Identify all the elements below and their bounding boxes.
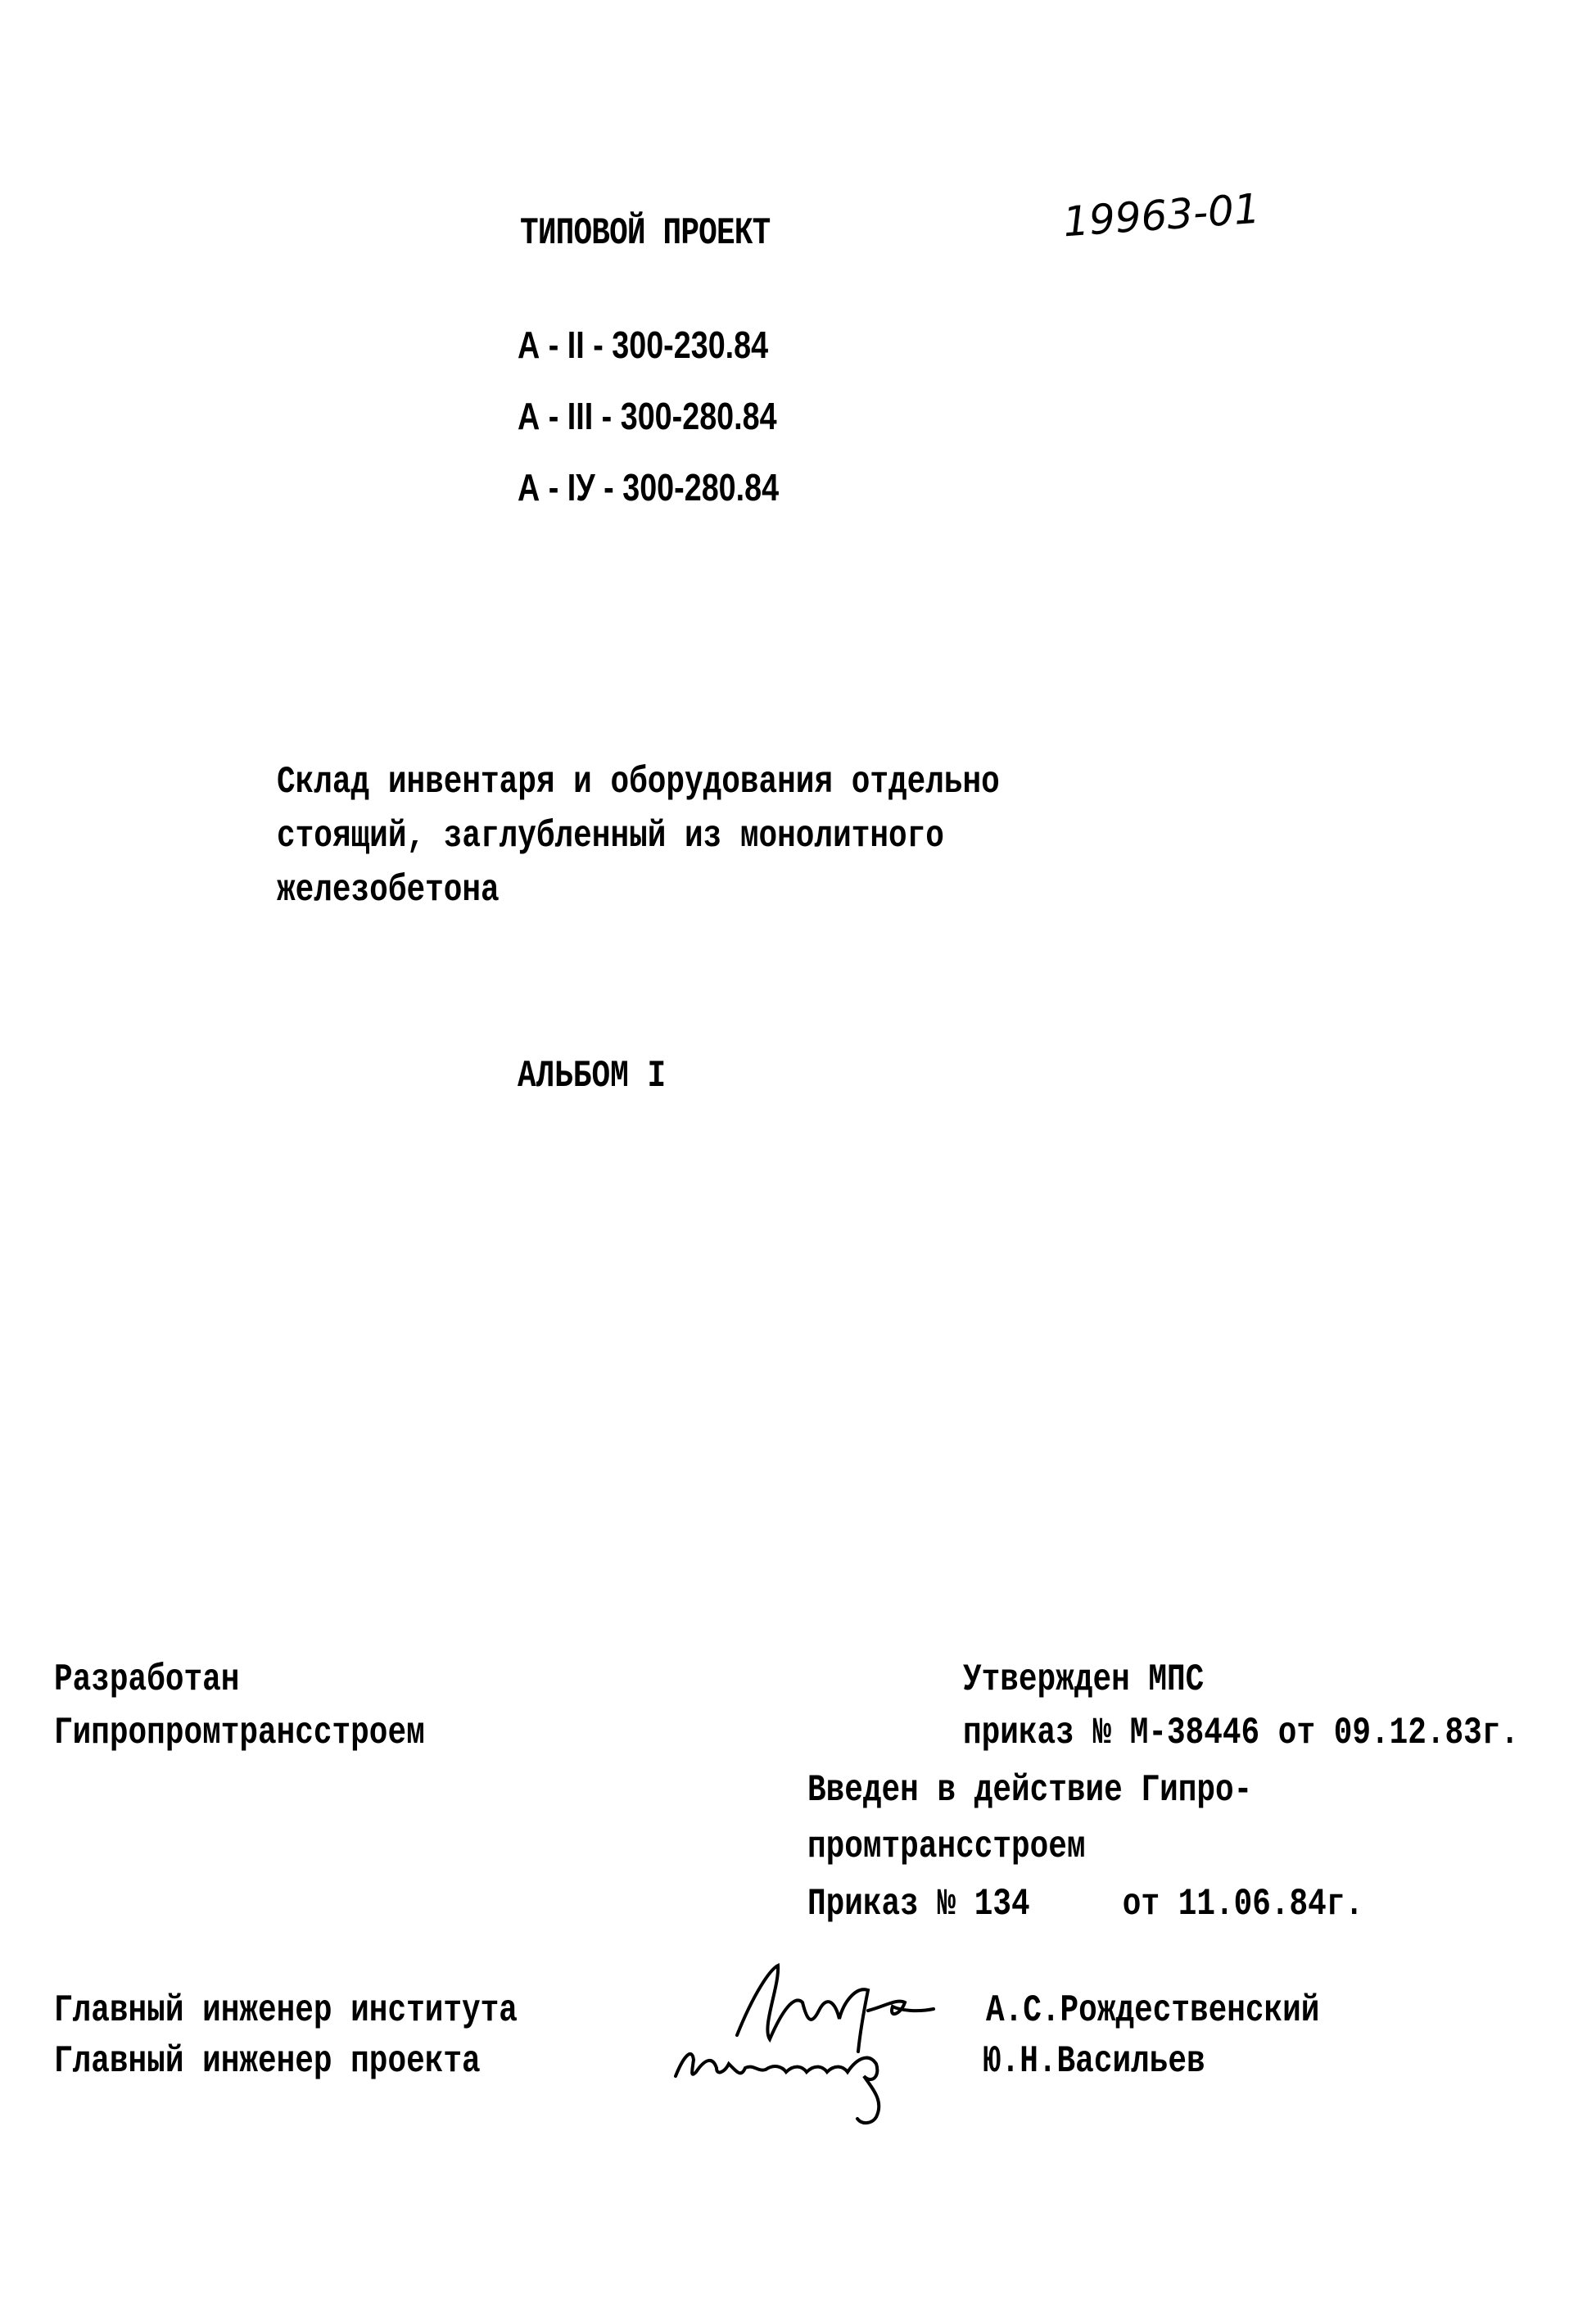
approval-line-5: Приказ № 134 от 11.06.84г.: [807, 1883, 1364, 1925]
developed-organization: Гипропромтрансстроем: [54, 1712, 425, 1754]
description-line-2: стоящий, заглубленный из монолитного: [277, 815, 944, 857]
approval-line-1: Утвержден МПС: [963, 1658, 1205, 1701]
approval-line-4: промтрансстроем: [807, 1826, 1086, 1868]
handwritten-signature-2: [667, 2027, 995, 2133]
signature-position-2: Главный инженер проекта: [54, 2040, 481, 2083]
signature-name-1: А.С.Рождественский: [986, 1989, 1320, 2032]
project-code-2: А - III - 300-280.84: [518, 395, 777, 437]
project-code-3: А - IУ - 300-280.84: [518, 466, 780, 509]
developed-label: Разработан: [54, 1658, 240, 1701]
inventory-number: 19963-01: [1061, 184, 1262, 247]
description-line-3: железобетона: [277, 869, 500, 912]
description-line-1: Склад инвентаря и оборудования отдельно: [277, 761, 1000, 803]
document-type-title: ТИПОВОЙ ПРОЕКТ: [520, 212, 771, 255]
project-code-1: А - II - 300-230.84: [518, 323, 769, 366]
approval-line-3: Введен в действие Гипро-: [807, 1769, 1253, 1812]
signature-name-2: Ю.Н.Васильев: [983, 2040, 1205, 2083]
signature-position-1: Главный инженер института: [54, 1989, 518, 2032]
album-label: АЛЬБОМ I: [518, 1055, 667, 1097]
approval-line-2: приказ № М-38446 от 09.12.83г.: [963, 1712, 1520, 1754]
